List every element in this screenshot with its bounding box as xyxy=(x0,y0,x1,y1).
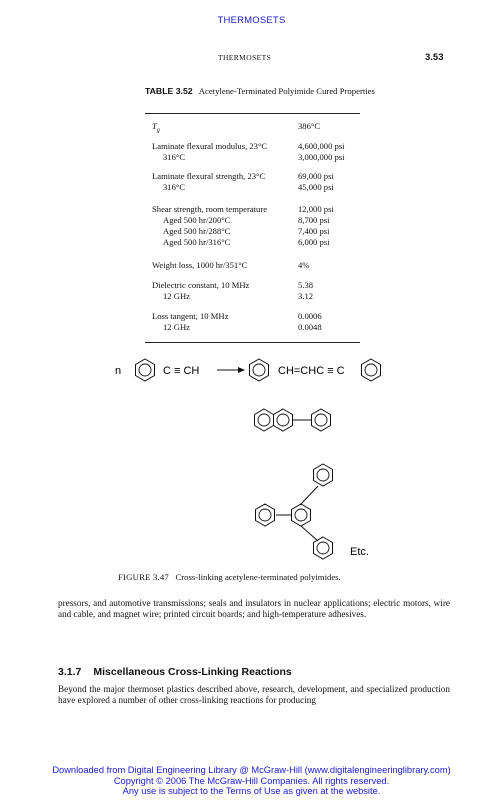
property-value: 45,000 psi xyxy=(298,182,334,192)
property-label: 316°C xyxy=(163,182,186,192)
footer-copyright: Copyright © 2006 The McGraw-Hill Companies. All rights reserved. xyxy=(113,775,390,786)
benzene-ring-icon xyxy=(362,359,381,381)
property-label: Loss tangent, 10 MHz xyxy=(152,311,229,321)
property-value: 0.0048 xyxy=(298,322,322,332)
reaction-arrow-icon xyxy=(217,367,245,373)
banner-title: THERMOSETS xyxy=(217,15,286,26)
table-caption xyxy=(145,86,375,97)
property-label: 316°C xyxy=(163,152,186,162)
benzene-ring-icon xyxy=(136,359,155,381)
section-title: Miscellaneous Cross-Linking Reactions xyxy=(93,666,292,678)
property-value: 7,400 psi xyxy=(298,226,330,236)
table-label: TABLE 3.52 xyxy=(145,86,193,96)
table-title: Acetylene-Terminated Polyimide Cured Properties xyxy=(198,86,375,96)
section-number: 3.1.7 xyxy=(58,666,82,678)
table-bottom-rule xyxy=(145,342,360,343)
running-title: THERMOSETS xyxy=(218,53,272,62)
reactant-group: C ≡ CH xyxy=(163,365,200,377)
benzene-ring-icon xyxy=(250,359,269,381)
body-paragraph: Beyond the major thermoset plastics described above, research, development, and specialized production have explored a number of other cross-linking reactions for producing xyxy=(58,684,450,706)
property-value: 69,000 psi xyxy=(298,171,334,181)
property-value: 386°C xyxy=(298,121,321,131)
property-label: Aged 500 hr/288°C xyxy=(163,226,231,236)
crosslinking-figure xyxy=(0,355,503,570)
figure-label: FIGURE 3.47 xyxy=(118,572,169,582)
figure-caption xyxy=(118,572,341,582)
naphthalene-phenyl-structure xyxy=(255,409,331,431)
property-value: 6,000 psi xyxy=(298,237,330,247)
property-label: Aged 500 hr/200°C xyxy=(163,215,231,225)
reactant-prefix: n xyxy=(115,365,122,377)
property-value: 12,000 psi xyxy=(298,204,334,214)
figure-caption-text: Cross-linking acetylene-terminated polyimides. xyxy=(175,572,341,582)
body-paragraph: pressors, and automotive transmissions; seals and insulators in nuclear applications; electric motors, wire and cable, and magnet wire; printed circuit boards; and high-temperature adhesives. xyxy=(58,598,450,620)
property-label: Aged 500 hr/316°C xyxy=(163,237,231,247)
page-number: 3.53 xyxy=(425,52,444,63)
property-label: 12 GHz xyxy=(163,291,190,301)
property-value: 3,000,000 psi xyxy=(298,152,345,162)
section-heading xyxy=(58,666,292,678)
property-label: 12 GHz xyxy=(163,322,190,332)
property-label: Dielectric constant, 10 MHz xyxy=(152,280,250,290)
footer-notice xyxy=(0,765,503,797)
property-value: 8,700 psi xyxy=(298,215,330,225)
property-label: Weight loss, 1000 hr/351°C xyxy=(152,260,248,270)
footer-download-link[interactable]: Downloaded from Digital Engineering Library @ McGraw-Hill (www.digitalengineeringlibrary.com) xyxy=(52,765,451,775)
property-value: 4% xyxy=(298,260,310,270)
crosslinked-aromatic-structure xyxy=(256,464,333,559)
product-group: CH=CHC ≡ C xyxy=(278,365,345,377)
property-value: 5.38 xyxy=(298,280,314,290)
property-value: 3.12 xyxy=(298,291,314,301)
property-value: 4,600,000 psi xyxy=(298,141,345,151)
property-label: $T_g$ xyxy=(152,121,160,134)
property-label: Laminate flexural modulus, 23°C xyxy=(152,141,268,151)
property-value: 0.0006 xyxy=(298,311,322,321)
etc-label: Etc. xyxy=(350,546,369,558)
property-label: Shear strength, room temperature xyxy=(152,204,268,214)
table-top-rule xyxy=(145,113,360,114)
property-label: Laminate flexural strength, 23°C xyxy=(152,171,266,181)
footer-terms-link[interactable]: Any use is subject to the Terms of Use as given at the website. xyxy=(122,786,381,796)
